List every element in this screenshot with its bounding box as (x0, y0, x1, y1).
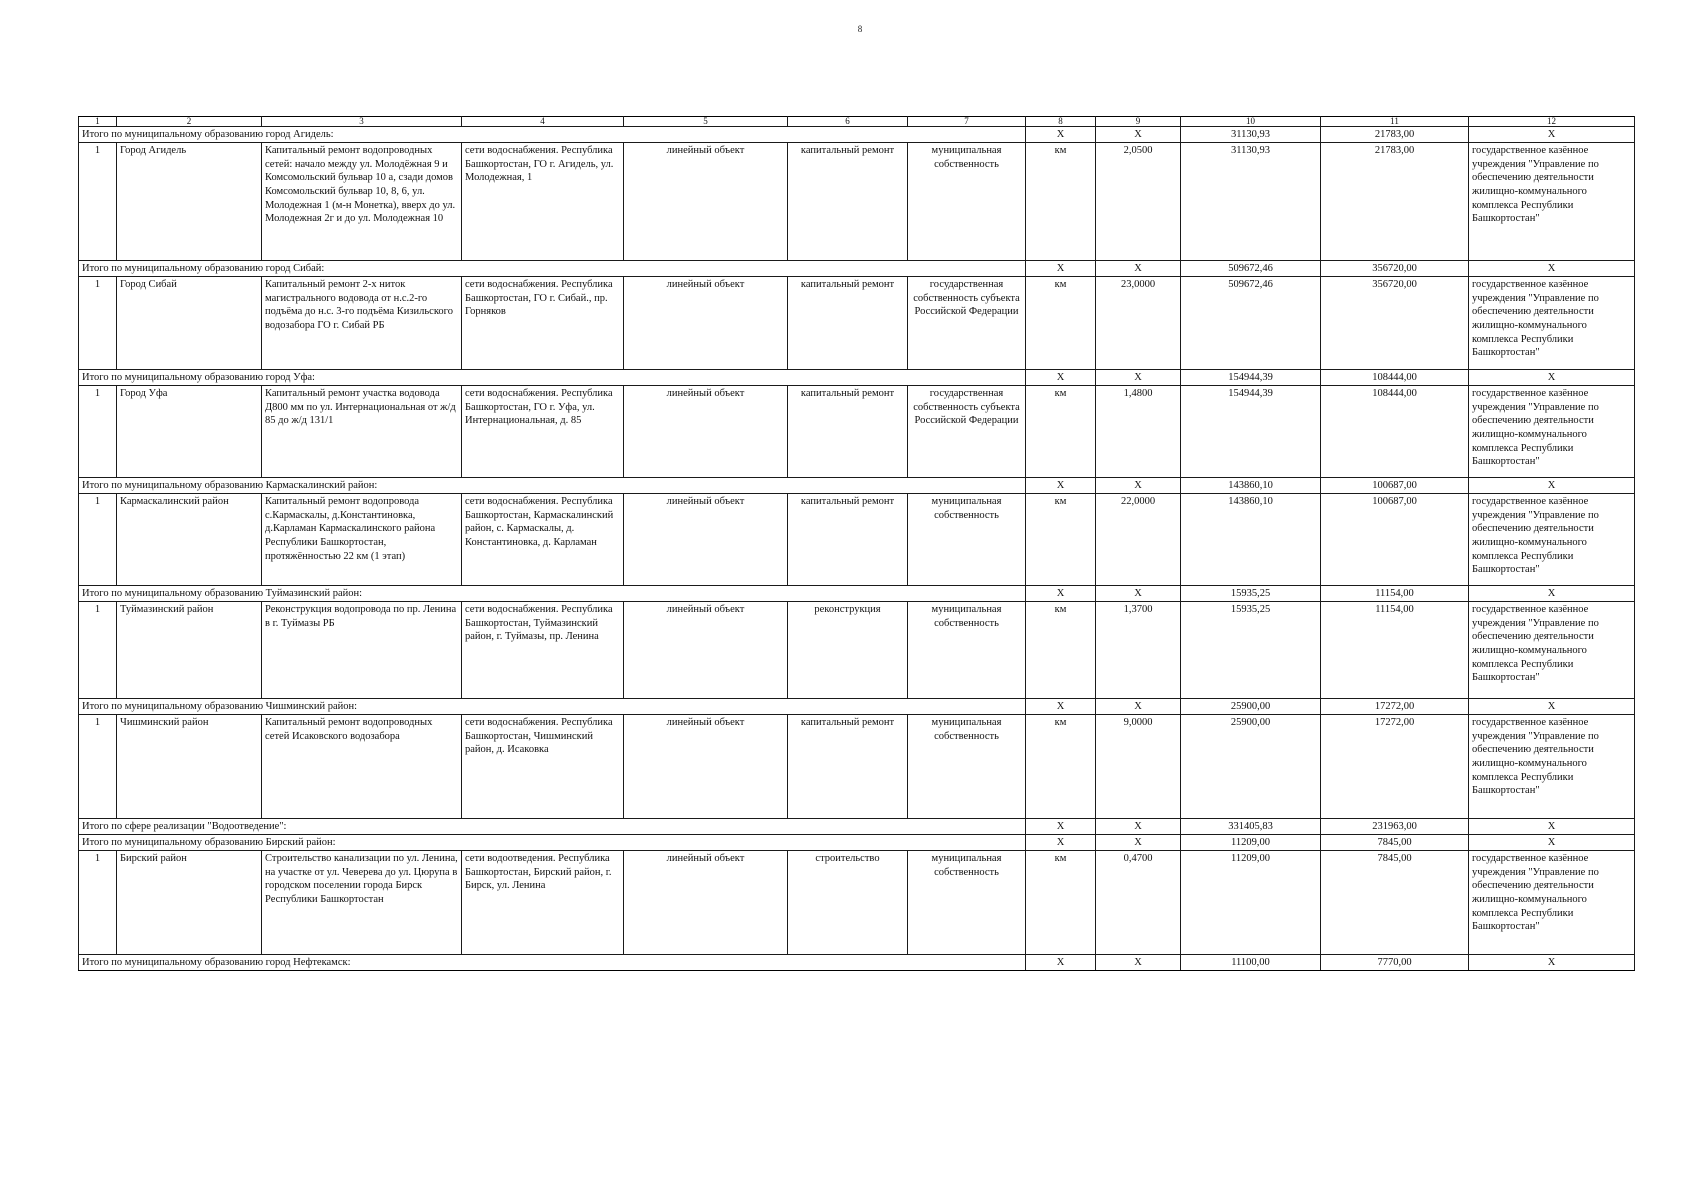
unit: км (1026, 715, 1096, 819)
object-type: линейный объект (624, 715, 788, 819)
subtotal-row (79, 819, 1635, 835)
subtotal-cell-c8: X (1026, 586, 1096, 602)
cost-total: 25900,00 (1181, 715, 1321, 819)
work-type: строительство (788, 851, 908, 955)
subtotal-cell-c11: 7770,00 (1321, 955, 1469, 971)
table-row (79, 851, 1635, 955)
subtotal-label: Итого по сфере реализации "Водоотведение": (79, 819, 1026, 835)
subtotal-cell-c10: 143860,10 (1181, 478, 1321, 494)
table-row (79, 277, 1635, 370)
subtotal-cell-c9: X (1096, 127, 1181, 143)
subtotal-cell-c11: 231963,00 (1321, 819, 1469, 835)
subtotal-label: Итого по муниципальному образованию город Агидель: (79, 127, 1026, 143)
subtotal-label: Итого по муниципальному образованию город Нефтекамск: (79, 955, 1026, 971)
subtotal-cell-c9: X (1096, 699, 1181, 715)
ownership: муниципальная собственность (908, 143, 1026, 261)
subtotal-row (79, 370, 1635, 386)
subtotal-cell-c11: 100687,00 (1321, 478, 1469, 494)
subtotal-cell-c12: X (1469, 261, 1635, 277)
column-number: 9 (1096, 117, 1181, 127)
cost-budget: 108444,00 (1321, 386, 1469, 478)
subtotal-cell-c12: X (1469, 835, 1635, 851)
ownership: государственная собственность субъекта Российской Федерации (908, 386, 1026, 478)
row-index: 1 (79, 277, 117, 370)
subtotal-cell-c11: 11154,00 (1321, 586, 1469, 602)
subtotal-label: Итого по муниципальному образованию Туймазинский район: (79, 586, 1026, 602)
ownership: муниципальная собственность (908, 494, 1026, 586)
object-name: Строительство канализации по ул. Ленина, на участке от ул. Чеверева до ул. Цюрупа в городском поселении города Бирск Республики Башкортостан (262, 851, 462, 955)
subtotal-cell-c9: X (1096, 478, 1181, 494)
unit: км (1026, 494, 1096, 586)
object-type: линейный объект (624, 494, 788, 586)
subtotal-cell-c10: 25900,00 (1181, 699, 1321, 715)
capacity-value: 22,0000 (1096, 494, 1181, 586)
subtotal-cell-c8: X (1026, 955, 1096, 971)
customer: государственное казённое учреждения "Управление по обеспечению деятельности жилищно-коммунального комплекса Республики Башкортостан" (1469, 602, 1635, 699)
cost-total: 31130,93 (1181, 143, 1321, 261)
cost-budget: 356720,00 (1321, 277, 1469, 370)
object-address: сети водоснабжения. Республика Башкортостан, ГО г. Уфа, ул. Интернациональная, д. 85 (462, 386, 624, 478)
subtotal-cell-c9: X (1096, 835, 1181, 851)
customer: государственное казённое учреждения "Управление по обеспечению деятельности жилищно-коммунального комплекса Республики Башкортостан" (1469, 386, 1635, 478)
ownership: муниципальная собственность (908, 602, 1026, 699)
column-number: 8 (1026, 117, 1096, 127)
municipality-name: Кармаскалинский район (117, 494, 262, 586)
row-index: 1 (79, 851, 117, 955)
cost-budget: 100687,00 (1321, 494, 1469, 586)
capacity-value: 2,0500 (1096, 143, 1181, 261)
subtotal-cell-c9: X (1096, 586, 1181, 602)
cost-total: 15935,25 (1181, 602, 1321, 699)
table-row (79, 143, 1635, 261)
customer: государственное казённое учреждения "Управление по обеспечению деятельности жилищно-коммунального комплекса Республики Башкортостан" (1469, 143, 1635, 261)
object-type: линейный объект (624, 386, 788, 478)
column-number: 2 (117, 117, 262, 127)
object-name: Капитальный ремонт 2-х ниток магистрального водовода от н.с.2-го подъёма до н.с. 3-го подъёма Кизильского водозабора ГО г. Сибай РБ (262, 277, 462, 370)
subtotal-label: Итого по муниципальному образованию Чишминский район: (79, 699, 1026, 715)
capacity-value: 1,3700 (1096, 602, 1181, 699)
subtotal-cell-c8: X (1026, 478, 1096, 494)
column-number: 7 (908, 117, 1026, 127)
object-address: сети водоотведения. Республика Башкортостан, Бирский район, г. Бирск, ул. Ленина (462, 851, 624, 955)
column-number: 3 (262, 117, 462, 127)
cost-total: 143860,10 (1181, 494, 1321, 586)
object-type: линейный объект (624, 602, 788, 699)
subtotal-cell-c11: 108444,00 (1321, 370, 1469, 386)
subtotal-cell-c11: 21783,00 (1321, 127, 1469, 143)
subtotal-cell-c10: 11209,00 (1181, 835, 1321, 851)
object-address: сети водоснабжения. Республика Башкортостан, Туймазинский район, г. Туймазы, пр. Ленина (462, 602, 624, 699)
subtotal-row (79, 586, 1635, 602)
subtotal-cell-c11: 17272,00 (1321, 699, 1469, 715)
column-number: 11 (1321, 117, 1469, 127)
program-table (78, 116, 1635, 971)
object-address: сети водоснабжения. Республика Башкортостан, ГО г. Агидель, ул. Молодежная, 1 (462, 143, 624, 261)
subtotal-row (79, 261, 1635, 277)
cost-total: 509672,46 (1181, 277, 1321, 370)
subtotal-cell-c8: X (1026, 699, 1096, 715)
column-number: 6 (788, 117, 908, 127)
object-type: линейный объект (624, 143, 788, 261)
subtotal-cell-c12: X (1469, 370, 1635, 386)
table-row (79, 602, 1635, 699)
subtotal-cell-c9: X (1096, 261, 1181, 277)
subtotal-cell-c12: X (1469, 127, 1635, 143)
table-row (79, 494, 1635, 586)
object-name: Капитальный ремонт водопроводных сетей Исаковского водозабора (262, 715, 462, 819)
subtotal-cell-c9: X (1096, 955, 1181, 971)
subtotal-label: Итого по муниципальному образованию город Уфа: (79, 370, 1026, 386)
object-type: линейный объект (624, 277, 788, 370)
subtotal-cell-c10: 154944,39 (1181, 370, 1321, 386)
work-type: капитальный ремонт (788, 386, 908, 478)
municipality-name: Город Уфа (117, 386, 262, 478)
object-type: линейный объект (624, 851, 788, 955)
subtotal-cell-c12: X (1469, 699, 1635, 715)
subtotal-cell-c12: X (1469, 955, 1635, 971)
object-address: сети водоснабжения. Республика Башкортостан, Кармаскалинский район, с. Кармаскалы, д. Константиновка, д. Карламан (462, 494, 624, 586)
municipality-name: Бирский район (117, 851, 262, 955)
subtotal-cell-c11: 7845,00 (1321, 835, 1469, 851)
cost-total: 11209,00 (1181, 851, 1321, 955)
subtotal-cell-c12: X (1469, 478, 1635, 494)
subtotal-label: Итого по муниципальному образованию город Сибай: (79, 261, 1026, 277)
subtotal-cell-c12: X (1469, 819, 1635, 835)
subtotal-row (79, 699, 1635, 715)
unit: км (1026, 386, 1096, 478)
row-index: 1 (79, 715, 117, 819)
customer: государственное казённое учреждения "Управление по обеспечению деятельности жилищно-коммунального комплекса Республики Башкортостан" (1469, 494, 1635, 586)
column-number: 12 (1469, 117, 1635, 127)
subtotal-cell-c10: 11100,00 (1181, 955, 1321, 971)
subtotal-row (79, 955, 1635, 971)
capacity-value: 1,4800 (1096, 386, 1181, 478)
subtotal-cell-c10: 331405,83 (1181, 819, 1321, 835)
subtotal-cell-c9: X (1096, 370, 1181, 386)
unit: км (1026, 277, 1096, 370)
row-index: 1 (79, 602, 117, 699)
table-row (79, 386, 1635, 478)
municipality-name: Чишминский район (117, 715, 262, 819)
municipality-name: Город Сибай (117, 277, 262, 370)
subtotal-cell-c8: X (1026, 127, 1096, 143)
customer: государственное казённое учреждения "Управление по обеспечению деятельности жилищно-коммунального комплекса Республики Башкортостан" (1469, 277, 1635, 370)
cost-budget: 17272,00 (1321, 715, 1469, 819)
cost-budget: 11154,00 (1321, 602, 1469, 699)
column-number: 1 (79, 117, 117, 127)
row-index: 1 (79, 143, 117, 261)
subtotal-row (79, 478, 1635, 494)
capacity-value: 9,0000 (1096, 715, 1181, 819)
unit: км (1026, 143, 1096, 261)
unit: км (1026, 851, 1096, 955)
capacity-value: 0,4700 (1096, 851, 1181, 955)
subtotal-cell-c10: 31130,93 (1181, 127, 1321, 143)
work-type: капитальный ремонт (788, 715, 908, 819)
ownership: муниципальная собственность (908, 851, 1026, 955)
work-type: реконструкция (788, 602, 908, 699)
municipality-name: Туймазинский район (117, 602, 262, 699)
cost-budget: 21783,00 (1321, 143, 1469, 261)
work-type: капитальный ремонт (788, 494, 908, 586)
cost-total: 154944,39 (1181, 386, 1321, 478)
object-name: Капитальный ремонт участка водовода Д800 мм по ул. Интернациональная от ж/д 85 до ж/д 131/1 (262, 386, 462, 478)
object-address: сети водоснабжения. Республика Башкортостан, ГО г. Сибай., пр. Горняков (462, 277, 624, 370)
subtotal-label: Итого по муниципальному образованию Бирский район: (79, 835, 1026, 851)
column-number: 4 (462, 117, 624, 127)
table-body (79, 117, 1635, 971)
subtotal-label: Итого по муниципальному образованию Кармаскалинский район: (79, 478, 1026, 494)
table-row (79, 715, 1635, 819)
work-type: капитальный ремонт (788, 277, 908, 370)
subtotal-cell-c10: 15935,25 (1181, 586, 1321, 602)
object-name: Капитальный ремонт водопровода с.Кармаскалы, д.Константиновка, д.Карламан Кармаскалинского района Республики Башкортостан, протяжённостью 22 км (1 этап) (262, 494, 462, 586)
object-name: Капитальный ремонт водопроводных сетей: начало между ул. Молодёжная 9 и Комсомольский бульвар 10 а, сзади домов Комсомольский бульвар 10, 8, 6, ул. Молодежная 1 (м-н Монетка), вверх до ул. Молодежная 2г и до ул. Молодежная 10 (262, 143, 462, 261)
ownership: государственная собственность субъекта Российской Федерации (908, 277, 1026, 370)
ownership: муниципальная собственность (908, 715, 1026, 819)
municipality-name: Город Агидель (117, 143, 262, 261)
work-type: капитальный ремонт (788, 143, 908, 261)
column-number: 5 (624, 117, 788, 127)
subtotal-cell-c12: X (1469, 586, 1635, 602)
subtotal-row (79, 835, 1635, 851)
subtotal-cell-c10: 509672,46 (1181, 261, 1321, 277)
unit: км (1026, 602, 1096, 699)
subtotal-cell-c8: X (1026, 835, 1096, 851)
column-number-row (79, 117, 1635, 127)
subtotal-cell-c9: X (1096, 819, 1181, 835)
customer: государственное казённое учреждения "Управление по обеспечению деятельности жилищно-коммунального комплекса Республики Башкортостан" (1469, 851, 1635, 955)
object-name: Реконструкция водопровода по пр. Ленина в г. Туймазы РБ (262, 602, 462, 699)
cost-budget: 7845,00 (1321, 851, 1469, 955)
subtotal-cell-c8: X (1026, 370, 1096, 386)
subtotal-row (79, 127, 1635, 143)
capacity-value: 23,0000 (1096, 277, 1181, 370)
subtotal-cell-c8: X (1026, 261, 1096, 277)
page-number: 8 (857, 24, 863, 34)
subtotal-cell-c8: X (1026, 819, 1096, 835)
row-index: 1 (79, 386, 117, 478)
customer: государственное казённое учреждения "Управление по обеспечению деятельности жилищно-коммунального комплекса Республики Башкортостан" (1469, 715, 1635, 819)
subtotal-cell-c11: 356720,00 (1321, 261, 1469, 277)
row-index: 1 (79, 494, 117, 586)
column-number: 10 (1181, 117, 1321, 127)
object-address: сети водоснабжения. Республика Башкортостан, Чишминский район, д. Исаковка (462, 715, 624, 819)
